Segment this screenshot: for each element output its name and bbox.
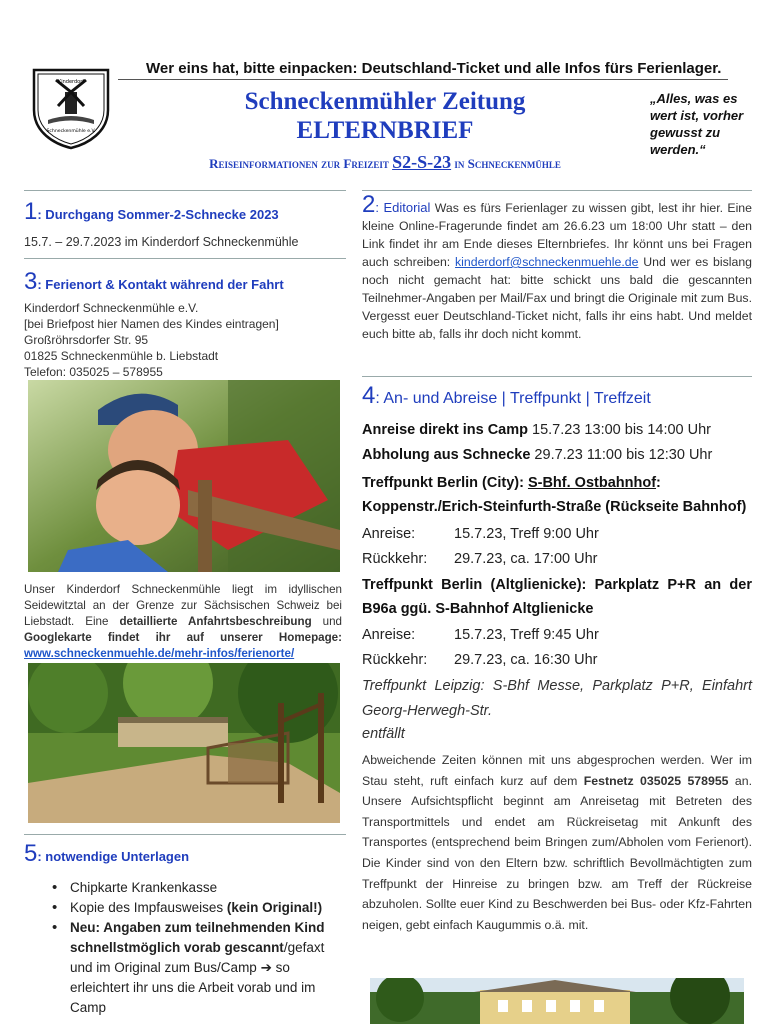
list-item	[44, 898, 346, 918]
arrival-label: Anreise direkt ins Camp	[362, 422, 528, 438]
section-2-heading	[362, 191, 431, 218]
section-1-divider	[24, 190, 346, 191]
section-2	[362, 191, 752, 343]
location-description	[24, 582, 342, 662]
subtitle-prefix: Reiseinformationen zur Freizeit	[209, 156, 393, 171]
meeting-label: Treffpunkt Berlin (City):	[362, 475, 528, 491]
map-emphasis: Googlekarte findet ihr auf unserer Homepage:	[24, 631, 342, 644]
svg-text:Schneckenmühle e.V.: Schneckenmühle e.V.	[46, 129, 96, 134]
body-text: Abweichende Zeiten können mit uns abgesprochen werden. Wer im Stau steht, ruft einfach kurz auf dem	[362, 753, 752, 788]
item-text: so erleichtert ihr uns die Arbeit vorab und im Camp	[70, 960, 316, 1015]
editorial-intro: Was es fürs Ferienlager zu wissen gibt, lest ihr hier. Eine kleine Online-Fragerunde findet am 26.6.23 um 18:00 Uhr statt – den Link findet ihr am Ende dieses Elternbriefes. Ihr könnt uns bei Fragen auch schreiben:	[362, 201, 752, 269]
meeting-point-leipzig: Treffpunkt Leipzig: S-Bhf Messe, Parkplatz P+R, Einfahrt Georg-Herwegh-Str.	[362, 678, 752, 719]
list-item	[44, 918, 346, 1018]
description-text: Unser Kinderdorf Schneckenmühle liegt im idyllischen Seidewitztal an der Grenze zur Sächsischen Schweiz bei Liebstadt. Eine	[24, 583, 342, 628]
arrow-icon: ➔	[260, 960, 272, 975]
item-emphasis: Neu: Angaben zum teilnehmenden Kind schnellstmöglich vorab gescannt	[70, 920, 325, 955]
section-3	[24, 268, 346, 380]
section-4	[362, 382, 752, 935]
meeting-point-berlin-altglienicke	[362, 573, 752, 621]
arrival-label: Anreise:	[362, 627, 416, 643]
locations-link[interactable]: www.schneckenmuehle.de/mehr-infos/ferienorte/	[24, 647, 295, 660]
documents-list	[24, 878, 346, 1018]
city-return-row	[362, 551, 752, 567]
arrival-row	[362, 422, 752, 438]
return-value: 29.7.23, ca. 16:30 Uhr	[454, 652, 598, 668]
trip-code: S2-S-23	[392, 152, 452, 172]
description-text: und	[311, 615, 342, 628]
letter-subtitle	[140, 152, 630, 173]
section-3-title: : Ferienort & Kontakt während der Fahrt	[37, 277, 284, 292]
kids-photo	[28, 380, 340, 572]
phone-line: Telefon: 035025 – 578955	[24, 365, 163, 379]
newspaper-title: Schneckenmühler Zeitung	[244, 88, 526, 115]
travel-info-body	[362, 750, 752, 935]
building-photo	[370, 978, 744, 1024]
letter-title: ELTERNBRIEF	[296, 117, 474, 144]
section-3-number: 3	[24, 268, 38, 295]
section-3-divider	[24, 258, 346, 259]
section-1-heading	[24, 198, 346, 226]
section-3-heading	[24, 268, 346, 296]
directions-emphasis: detaillierte Anfahrtsbeschreibung	[119, 615, 312, 628]
svg-text:Kinderdorf: Kinderdorf	[57, 79, 85, 85]
section-2-title: : Editorial	[375, 200, 431, 215]
arrival-value: 15.7.23, Treff 9:00 Uhr	[454, 526, 599, 542]
meeting-point-berlin-city	[362, 471, 752, 519]
body-text: an. Unsere Aufsichtspflicht beginnt am Anreisetag mit Betreten des Transportmittels und endet am Rückreisetag mit Ankunft des Transportes (entsprechend beim Bringen zum/Abholen vom Ferienort). Die Kinder sind von den Eltern bzw. schriftlich Bevollmächtigten zum Treffpunkt der Hinreise zu bringen bzw. am Treff der Rückreise abzuholen. Sollte euer Kind zu Beschwerden bei Bus- oder Kfz-Fahrten neigen, gebt einfach Kaugummis o.ä. mit.	[362, 773, 752, 932]
city-arrival-row	[362, 526, 752, 542]
header-notice: Wer eins hat, bitte einpacken: Deutschland-Ticket und alle Infos fürs Ferienlager.	[146, 60, 722, 77]
trip-dates: 15.7. – 29.7.2023 im Kinderdorf Schneckenmühle	[24, 235, 299, 249]
alt-return-row	[362, 652, 752, 668]
item-text: /gefaxt und im Original zum Bus/Camp	[70, 940, 325, 975]
leipzig-status: entfällt	[362, 726, 405, 742]
section-4-divider	[362, 376, 752, 377]
section-4-title: : An- und Abreise | Treffpunkt | Treffzeit	[375, 390, 651, 407]
section-4-number: 4	[362, 382, 376, 409]
meeting-address: : Koppenstr./Erich-Steinfurth-Straße (Rückseite Bahnhof)	[362, 475, 747, 515]
motto-quote: „Alles, was es wert ist, vorher gewusst zu werden.“	[650, 91, 744, 157]
arrival-value: 15.7.23, Treff 9:45 Uhr	[454, 627, 599, 643]
station-name: S-Bhf. Ostbahnhof	[527, 475, 657, 491]
item-text: Chipkarte Krankenkasse	[70, 880, 218, 895]
return-label: Rückkehr:	[362, 652, 428, 668]
section-5	[24, 840, 346, 1018]
address-line: [bei Briefpost hier Namen des Kindes eintragen]	[24, 317, 279, 331]
contact-address	[24, 300, 346, 380]
return-value: 29.7.23, ca. 17:00 Uhr	[454, 551, 598, 567]
section-1-number: 1	[24, 198, 38, 225]
section-2-number: 2	[362, 191, 376, 218]
section-5-divider	[24, 834, 346, 835]
camp-photo	[28, 663, 340, 823]
meeting-label: Treffpunkt Berlin (Altglienicke): Parkplatz P+R an der B96a ggü. S-Bahnhof Altglienicke	[362, 577, 752, 617]
editorial-body: Und wer es bislang noch nicht gemacht hat: bitte schickt uns bald die gescannten Teilnehmer-Angaben per Mail/Fax und bringt die Originale mit zum Bus. Vergesst euer Deutschland-Ticket nicht, falls ihr eins habt. Und meldet euch bitte ab, falls ihr doch nicht kommt.	[362, 255, 752, 341]
club-logo	[28, 62, 114, 150]
address-line: Großröhrsdorfer Str. 95	[24, 333, 149, 347]
header-divider	[118, 79, 728, 80]
contact-email-link[interactable]: kinderdorf@schneckenmuehle.de	[455, 255, 639, 269]
section-5-number: 5	[24, 840, 38, 867]
return-label: Rückkehr:	[362, 551, 428, 567]
item-emphasis: (kein Original!)	[226, 900, 323, 915]
section-2-divider	[362, 190, 752, 191]
item-text: Kopie des Impfausweises	[70, 900, 227, 915]
list-item	[44, 878, 346, 898]
section-5-heading	[24, 840, 346, 868]
arrival-label: Anreise:	[362, 526, 416, 542]
section-5-title: : notwendige Unterlagen	[37, 849, 190, 864]
pickup-time: 29.7.23 11:00 bis 12:30 Uhr	[530, 447, 713, 463]
address-line: 01825 Schneckenmühle b. Liebstadt	[24, 349, 219, 363]
pickup-row	[362, 447, 752, 463]
arrival-time: 15.7.23 13:00 bis 14:00 Uhr	[528, 422, 711, 438]
address-line: Kinderdorf Schneckenmühle e.V.	[24, 301, 199, 315]
section-4-heading	[362, 382, 752, 410]
emergency-phone: Festnetz 035025 578955	[583, 773, 729, 788]
subtitle-suffix: in Schneckenmühle	[451, 156, 561, 171]
section-1	[24, 198, 346, 250]
pickup-label: Abholung aus Schnecke	[362, 447, 531, 463]
section-1-title: : Durchgang Sommer-2-Schnecke 2023	[37, 207, 279, 222]
alt-arrival-row	[362, 627, 752, 643]
